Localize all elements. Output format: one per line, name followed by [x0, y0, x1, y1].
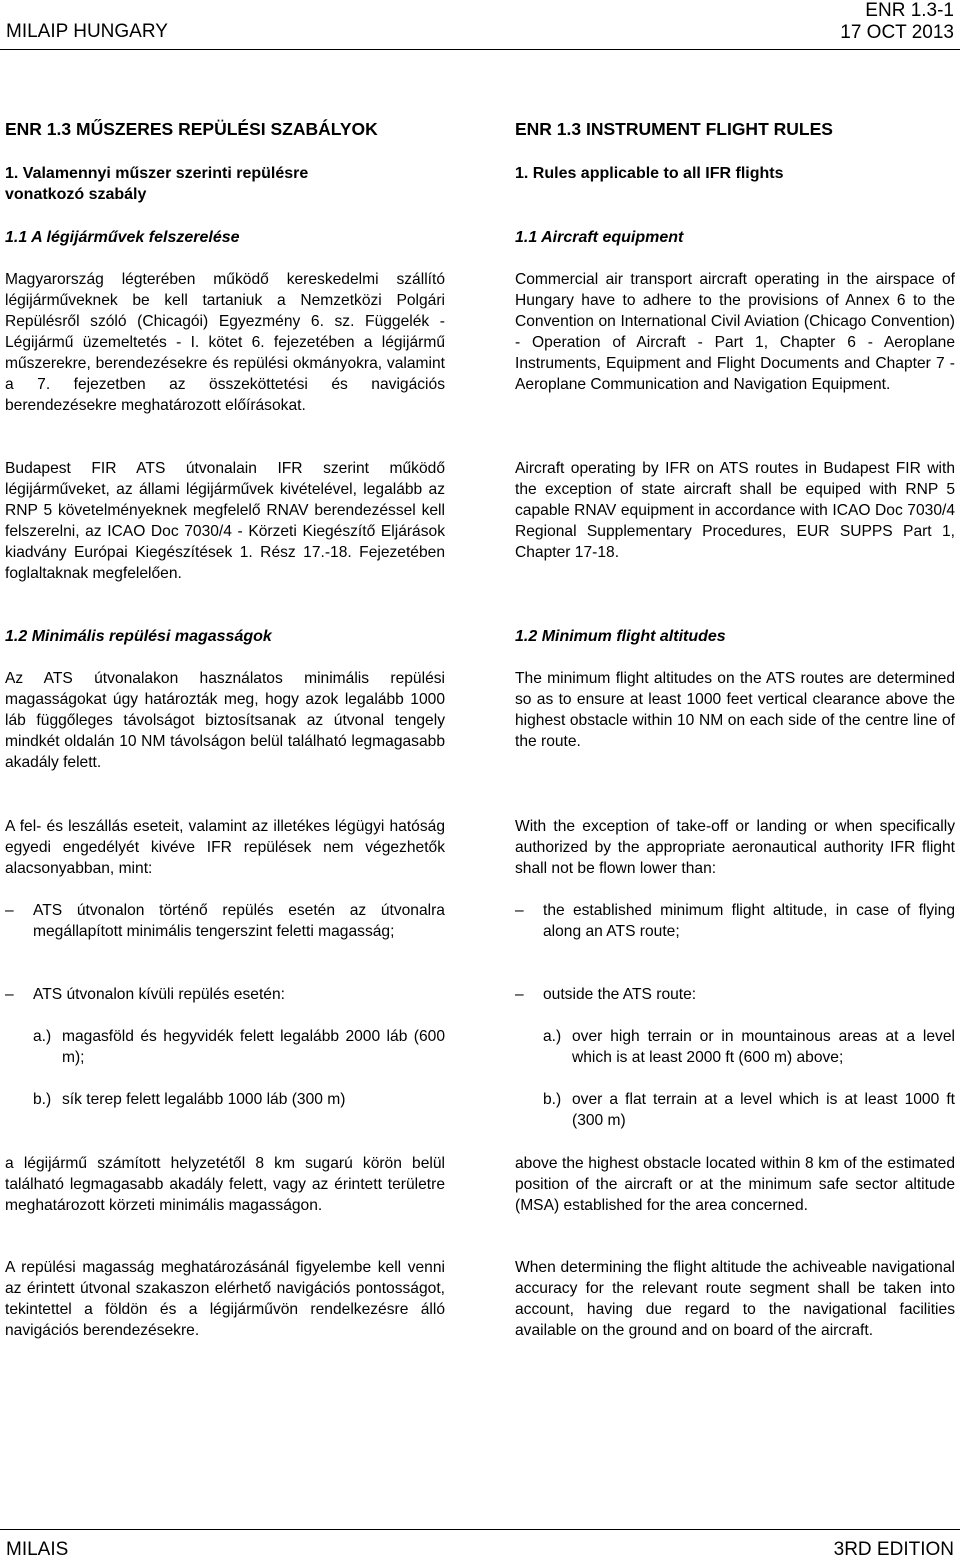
header-meta	[840, 0, 954, 44]
dash-marker: –	[5, 902, 14, 919]
hu-item-b	[5, 1089, 445, 1110]
en-item-b-text: over a flat terrain at a level which is at least 1000 ft (300 m)	[572, 1091, 955, 1129]
en-subsection-1-1: 1.1 Aircraft equipment	[515, 229, 684, 246]
en-section-1-heading: 1. Rules applicable to all IFR flights	[515, 165, 784, 182]
hu-section-1-heading	[5, 163, 445, 205]
hu-title: ENR 1.3 MŰSZERES REPÜLÉSI SZABÁLYOK	[5, 119, 378, 139]
hu-item-a-text: magasföld és hegyvidék felett legalább 2000 láb (600 m);	[62, 1028, 445, 1066]
en-paragraph-6: When determining the flight altitude the achiveable navigational accuracy for the relevant route segment shall be taken into account, having due regard to the navigational facilities available on the ground and on board of the aircraft.	[515, 1259, 955, 1339]
en-subsection-1-2: 1.2 Minimum flight altitudes	[515, 628, 726, 645]
header-ref: ENR 1.3-1	[865, 0, 954, 21]
en-item-b-label: b.)	[543, 1091, 562, 1108]
hu-item-a-label: a.)	[33, 1028, 52, 1045]
hu-bullet-2	[5, 984, 445, 1005]
hu-section-1-line-1: 1. Valamennyi műszer szerinti repülésre	[5, 165, 309, 182]
en-paragraph-1: Commercial air transport aircraft operating in the airspace of Hungary have to adhere to the provisions of Annex 6 to the Convention on International Civil Aviation (Chicago Convention) - Operation of Aircraft - Part 1, Chapter 6 - Aeroplane Instruments, Equipment and Flight Documents and Chapter 7 - Aeroplane Communication and Navigation Equipment.	[515, 271, 955, 393]
en-paragraph-5: above the highest obstacle located within 8 km of the estimated position of the aircraft or at the minimum safe sector altitude (MSA) established for the area concerned.	[515, 1155, 955, 1214]
hu-paragraph-4: A fel- és leszállás eseteit, valamint az illetékes légügyi hatóság egyedi engedélyét kivéve IFR repülések nem végezhetők alacsonyabban, mint:	[5, 818, 445, 877]
hu-subsection-1-1: 1.1 A légijárművek felszerelése	[5, 229, 240, 246]
en-paragraph-3: The minimum flight altitudes on the ATS routes are determined so as to ensure at least 1000 feet vertical clearance above the highest obstacle within 10 NM on each side of the centre line of the route.	[515, 670, 955, 750]
en-paragraph-2: Aircraft operating by IFR on ATS routes in Budapest FIR with the exception of state aircraft shall be equiped with RNP 5 capable RNAV equipment in accordance with ICAO Doc 7030/4 Regional Supplementary Procedures, EUR SUPPS Part 1, Chapter 17-18.	[515, 460, 955, 561]
dash-marker: –	[5, 986, 14, 1003]
en-item-b	[515, 1089, 955, 1131]
dash-marker: –	[515, 986, 524, 1003]
en-paragraph-4: With the exception of take-off or landing or when specifically authorized by the appropriate aeronautical authority IFR flight shall not be flown lower than:	[515, 818, 955, 877]
hu-subsection-1-2: 1.2 Minimális repülési magasságok	[5, 628, 272, 645]
hu-paragraph-2: Budapest FIR ATS útvonalain IFR szerint működő légijárműveket, az állami légijárművek kivételével, legalább az RNP 5 követelményeknek megfelelő RNAV berendezéssel kell felszerelni, az ICAO Doc 7030/4 - Körzeti Kiegészítő Eljárások kiadvány Európai Kiegészítések 1. Rész 17.-18. Fejezetében foglaltaknak megfelelően.	[5, 460, 445, 582]
header-date: 17 OCT 2013	[840, 22, 954, 43]
hu-item-b-label: b.)	[33, 1091, 52, 1108]
hu-paragraph-3: Az ATS útvonalakon használatos minimális repülési magasságokat úgy határozták meg, hogy azok legalább 1000 láb függőleges távolságot biztosítsanak az útvonal tengely mindkét oldalán 10 NM távolságon belül található legmagasabb akadály felett.	[5, 670, 445, 771]
en-bullet-1	[515, 900, 955, 942]
header-org: MILAIP HUNGARY	[6, 21, 168, 42]
hu-bullet-2-text: ATS útvonalon kívüli repülés esetén:	[33, 986, 285, 1003]
en-bullet-1-text: the established minimum flight altitude, in case of flying along an ATS route;	[543, 902, 955, 940]
en-item-a-text: over high terrain or in mountainous areas at a level which is at least 2000 ft (600 m) above;	[572, 1028, 955, 1066]
en-bullet-2-text: outside the ATS route:	[543, 986, 697, 1003]
en-title: ENR 1.3 INSTRUMENT FLIGHT RULES	[515, 119, 833, 139]
hu-bullet-1	[5, 900, 445, 963]
hu-paragraph-5: a légijármű számított helyzetétől 8 km sugarú körön belül található legmagasabb akadály felett, vagy az érintett területre meghatározott körzeti minimális magasságon.	[5, 1155, 445, 1214]
hu-item-b-text: sík terep felett legalább 1000 láb (300 m)	[62, 1091, 346, 1108]
header-rule	[0, 49, 960, 50]
hu-paragraph-6: A repülési magasság meghatározásánál figyelembe kell venni az érintett útvonal szakaszon elérhető navigációs pontosságot, tekintettel a földön és a légijárművön rendelkezésre álló navigációs berendezésekre.	[5, 1259, 445, 1339]
hu-paragraph-1: Magyarország légterében működő kereskedelmi szállító légijárműveknek be kell tartaniuk a Nemzetközi Polgári Repülésről szóló (Chicagói) Egyezmény 6. sz. Függelék - Légijármű üzemeltetés - I. kötet 6. fejezetében a légijármű műszerekre, berendezésekre és repülési okmányokra, valamint a 7. fejezetben az összeköttetési és navigációs berendezésekre meghatározott előírásokat.	[5, 271, 445, 414]
en-bullet-2	[515, 984, 955, 1005]
hu-item-a	[5, 1026, 445, 1068]
hu-section-1-line-2: vonatkozó szabály	[5, 186, 147, 203]
dash-marker: –	[515, 902, 524, 919]
hu-bullet-1-text: ATS útvonalon történő repülés esetén az útvonalra megállapított minimális tengerszint feletti magasság;	[33, 902, 445, 940]
en-item-a	[515, 1026, 955, 1068]
footer-left: MILAIS	[6, 1539, 69, 1560]
footer-rule	[0, 1529, 960, 1530]
footer-right: 3RD EDITION	[833, 1539, 954, 1560]
en-item-a-label: a.)	[543, 1028, 562, 1045]
